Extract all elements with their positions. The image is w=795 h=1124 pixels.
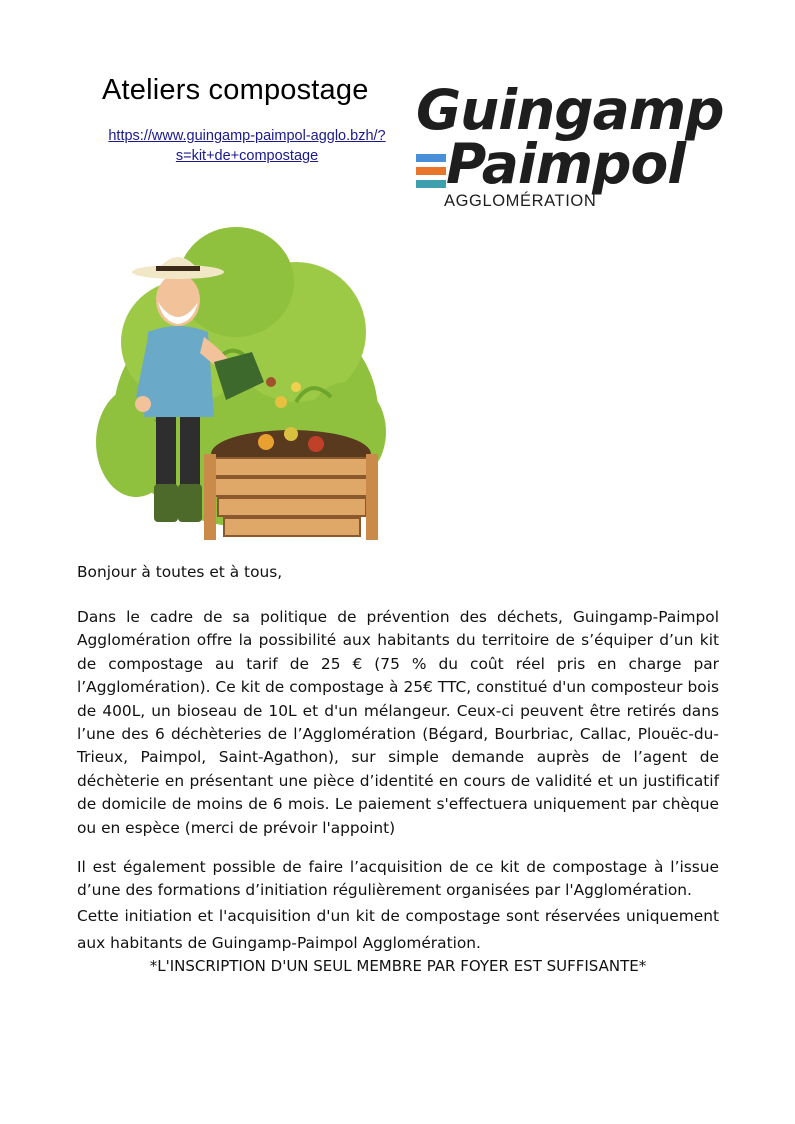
guingamp-paimpol-logo — [414, 78, 724, 216]
greeting: Bonjour à toutes et à tous, — [77, 563, 283, 581]
paragraph-training: Il est également possible de faire l’acquisition de ce kit de compostage à l’issue d’une des formations d’initiation régulièrement organisées par l'Agglomération. — [77, 858, 719, 900]
logo-bar-blue — [416, 154, 446, 162]
logo-bars — [416, 154, 448, 193]
logo-line-1: Guingamp — [416, 78, 724, 142]
page-title: Ateliers compostage — [102, 74, 369, 106]
compost-kit-link[interactable] — [88, 126, 406, 166]
logo-line-3: AGGLOMÉRATION — [444, 192, 597, 210]
logo-line-2: Paimpol — [446, 132, 686, 196]
gardener-composting-illustration — [96, 222, 386, 546]
registration-notice: *L'INSCRIPTION D'UN SEUL MEMBRE PAR FOYER EST SUFFISANTE* — [149, 957, 647, 975]
paragraph-kit-info: Dans le cadre de sa politique de prévention des déchets, Guingamp-Paimpol Agglomération offre la possibilité aux habitants du territoire de s’équiper d’un kit de compostage au tarif de 25 € (75 % du coût réel pris en charge par l’Agglomération). Ce kit de compostage à 25€ TTC, constitué d'un composteur bois de 400L, un bioseau de 10L et d'un mélangeur. Ceux-ci peuvent être retirés dans l’une des 6 déchèteries de l’Agglomération (Bégard, Bourbriac, Callac, Plouëc-du-Trieux, Paimpol, Saint-Agathon), sur simple demande auprès de l’agent de déchèterie en présentant une pièce d’identité en cours de validité et un justificatif de domicile de moins de 6 mois. Le paiement s'effectuera uniquement par chèque ou en espèce (merci de prévoir l'appoint) — [77, 608, 719, 837]
logo-bar-teal — [416, 180, 446, 188]
link-line-1: https://www.guingamp-paimpol-agglo.bzh/? — [108, 128, 386, 144]
paragraph-eligibility: Cette initiation et l'acquisition d'un kit de compostage sont réservées uniquement aux habitants de Guingamp-Paimpol Agglomération. — [77, 907, 719, 952]
logo-bar-orange — [416, 167, 446, 175]
link-line-2: s=kit+de+compostage — [175, 148, 319, 164]
